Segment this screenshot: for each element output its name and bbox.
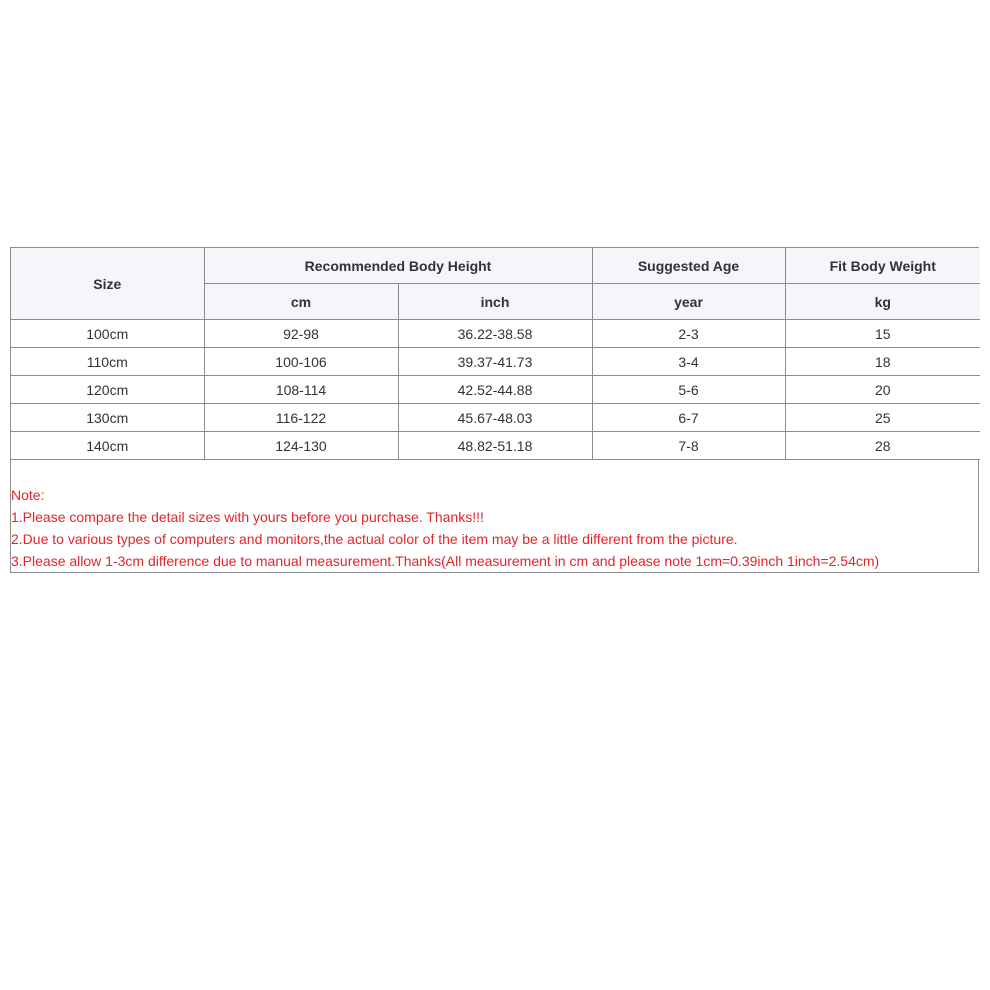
notes-block bbox=[11, 460, 978, 572]
cell-age: 6-7 bbox=[592, 404, 785, 432]
cell-inch: 45.67-48.03 bbox=[398, 404, 592, 432]
header-recommended-height: Recommended Body Height bbox=[204, 248, 592, 284]
cell-cm: 108-114 bbox=[204, 376, 398, 404]
table-row bbox=[11, 348, 980, 376]
cell-weight: 25 bbox=[785, 404, 980, 432]
header-unit-kg: kg bbox=[785, 284, 980, 320]
note-line: 2.Due to various types of computers and monitors,the actual color of the item may be a little different from the picture. bbox=[11, 531, 738, 547]
header-unit-year: year bbox=[592, 284, 785, 320]
cell-weight: 18 bbox=[785, 348, 980, 376]
header-fit-weight: Fit Body Weight bbox=[785, 248, 980, 284]
cell-age: 2-3 bbox=[592, 320, 785, 348]
header-row-top bbox=[11, 248, 980, 284]
cell-cm: 124-130 bbox=[204, 432, 398, 460]
size-table bbox=[11, 248, 980, 460]
note-line: 3.Please allow 1-3cm difference due to manual measurement.Thanks(All measurement in cm and please note 1cm=0.39inch 1inch=2.54cm) bbox=[11, 553, 880, 569]
cell-cm: 116-122 bbox=[204, 404, 398, 432]
header-size: Size bbox=[11, 248, 204, 320]
note-line: 1.Please compare the detail sizes with yours before you purchase. Thanks!!! bbox=[11, 509, 484, 525]
cell-age: 3-4 bbox=[592, 348, 785, 376]
table-row bbox=[11, 320, 980, 348]
cell-size: 130cm bbox=[11, 404, 204, 432]
note-title: Note: bbox=[11, 487, 45, 503]
cell-age: 7-8 bbox=[592, 432, 785, 460]
cell-size: 110cm bbox=[11, 348, 204, 376]
cell-inch: 36.22-38.58 bbox=[398, 320, 592, 348]
cell-weight: 15 bbox=[785, 320, 980, 348]
table-row bbox=[11, 376, 980, 404]
cell-size: 100cm bbox=[11, 320, 204, 348]
cell-size: 120cm bbox=[11, 376, 204, 404]
header-suggested-age: Suggested Age bbox=[592, 248, 785, 284]
cell-inch: 42.52-44.88 bbox=[398, 376, 592, 404]
cell-weight: 28 bbox=[785, 432, 980, 460]
cell-inch: 39.37-41.73 bbox=[398, 348, 592, 376]
table-row bbox=[11, 432, 980, 460]
cell-cm: 100-106 bbox=[204, 348, 398, 376]
cell-age: 5-6 bbox=[592, 376, 785, 404]
cell-weight: 20 bbox=[785, 376, 980, 404]
size-chart bbox=[10, 247, 979, 573]
table-row bbox=[11, 404, 980, 432]
cell-inch: 48.82-51.18 bbox=[398, 432, 592, 460]
cell-size: 140cm bbox=[11, 432, 204, 460]
header-unit-cm: cm bbox=[204, 284, 398, 320]
cell-cm: 92-98 bbox=[204, 320, 398, 348]
header-unit-inch: inch bbox=[398, 284, 592, 320]
